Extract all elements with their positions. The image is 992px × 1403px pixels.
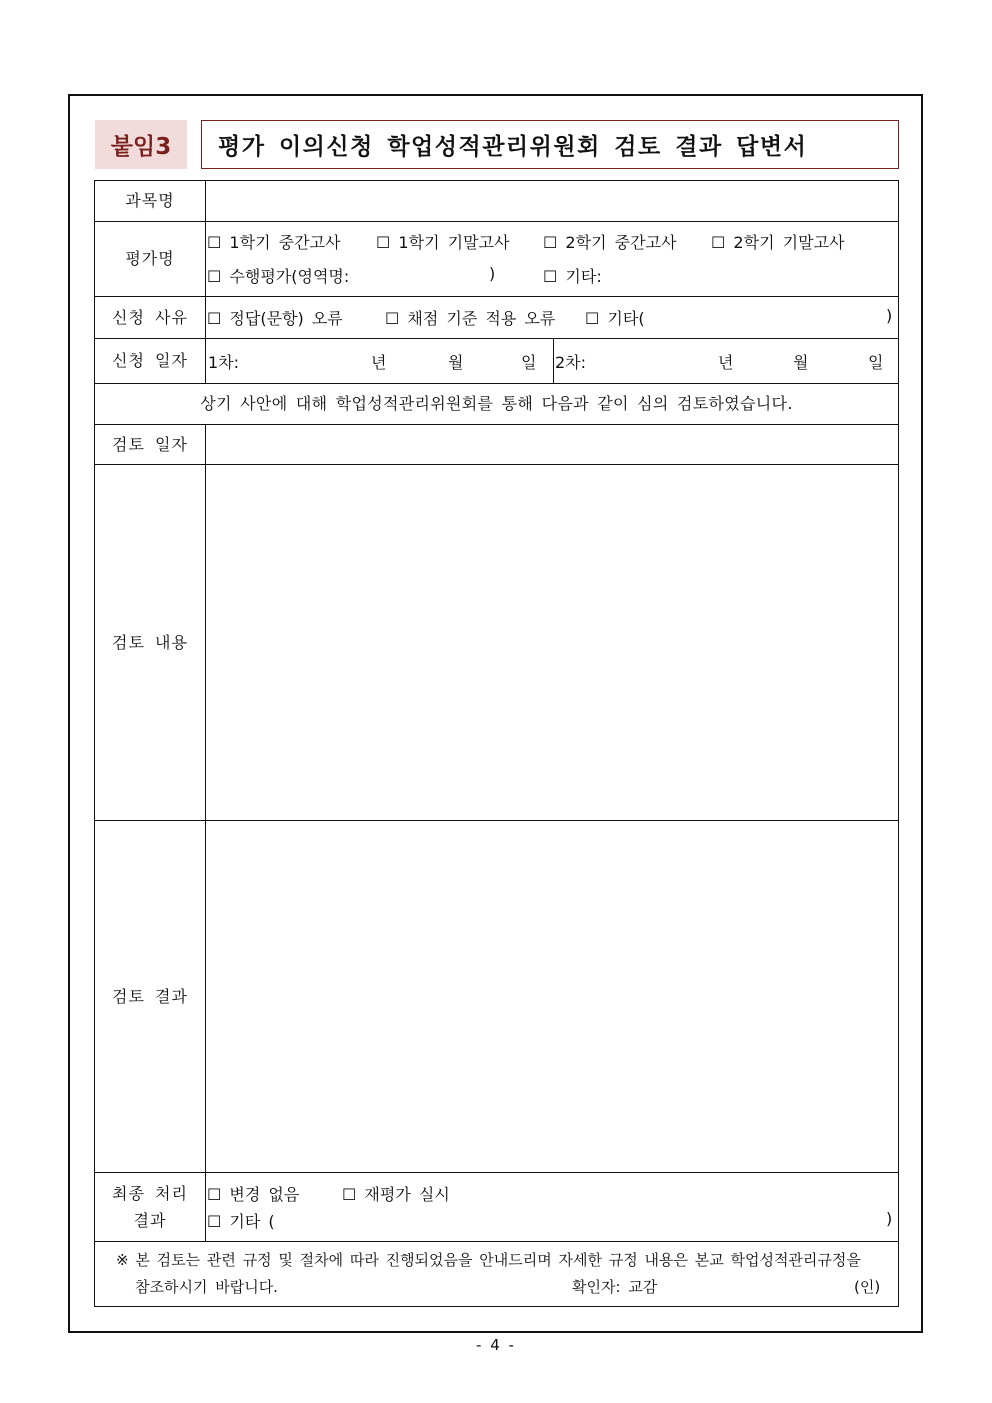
final-label — [94, 1172, 206, 1242]
confirmer-label: 확인자: 교감 — [572, 1278, 658, 1296]
option-answer-error[interactable]: ☐ 정답(문항) 오류 — [207, 309, 343, 328]
footnote-line2: 참조하시기 바랍니다. — [135, 1278, 278, 1296]
first-date-day: 일 — [521, 353, 537, 372]
final-options — [205, 1172, 899, 1242]
first-date-month: 월 — [448, 353, 464, 372]
option-grading-error[interactable]: ☐ 채점 기준 적용 오류 — [385, 309, 556, 328]
page-number: - 4 - — [476, 1336, 516, 1354]
final-label-line1: 최종 처리 — [112, 1184, 188, 1203]
subject-label: 과목명 — [94, 180, 206, 222]
review-date-field[interactable] — [205, 424, 899, 465]
second-date-prefix: 2차: — [555, 353, 587, 372]
assessment-label: 평가명 — [94, 221, 206, 297]
footnote-line1: ※ 본 검토는 관련 규정 및 절차에 따라 진행되었음을 안내드리며 자세한 규정 내용은 본교 학업성적관리규정을 — [116, 1251, 861, 1269]
review-notice: 상기 사안에 대해 학업성적관리위원회를 통해 다음과 같이 심의 검토하였습니다. — [94, 383, 899, 425]
option-2nd-midterm[interactable]: ☐ 2학기 중간고사 — [543, 233, 677, 252]
reason-label: 신청 사유 — [94, 296, 206, 339]
option-reevaluation[interactable]: ☐ 재평가 실시 — [342, 1185, 450, 1204]
first-date-prefix: 1차: — [208, 353, 240, 372]
option-performance[interactable]: ☐ 수행평가(영역명: — [207, 267, 350, 286]
performance-close-paren: ) — [489, 264, 496, 283]
request-date-label: 신청 일자 — [94, 338, 206, 384]
reason-other-close-paren: ) — [886, 306, 893, 325]
final-other-close-paren: ) — [886, 1209, 893, 1228]
option-final-other[interactable]: ☐ 기타 ( — [207, 1212, 275, 1231]
subject-field[interactable] — [205, 180, 899, 222]
option-no-change[interactable]: ☐ 변경 없음 — [207, 1185, 300, 1204]
final-label-line2: 결과 — [133, 1211, 167, 1230]
first-date-year: 년 — [371, 353, 387, 372]
review-result-field[interactable] — [205, 820, 899, 1173]
review-result-label: 검토 결과 — [94, 820, 206, 1173]
option-2nd-final[interactable]: ☐ 2학기 기말고사 — [711, 233, 845, 252]
second-date-day: 일 — [868, 353, 884, 372]
attachment-tag: 붙임3 — [95, 120, 187, 169]
second-date-month: 월 — [793, 353, 809, 372]
review-date-label: 검토 일자 — [94, 424, 206, 465]
document-title: 평가 이의신청 학업성적관리위원회 검토 결과 답변서 — [201, 120, 899, 169]
option-1st-final[interactable]: ☐ 1학기 기말고사 — [376, 233, 510, 252]
second-date-year: 년 — [718, 353, 734, 372]
option-assessment-other[interactable]: ☐ 기타: — [543, 267, 602, 286]
option-1st-midterm[interactable]: ☐ 1학기 중간고사 — [207, 233, 341, 252]
option-reason-other[interactable]: ☐ 기타( — [585, 309, 645, 328]
review-content-label: 검토 내용 — [94, 464, 206, 821]
review-content-field[interactable] — [205, 464, 899, 821]
seal-mark: (인) — [854, 1278, 881, 1296]
